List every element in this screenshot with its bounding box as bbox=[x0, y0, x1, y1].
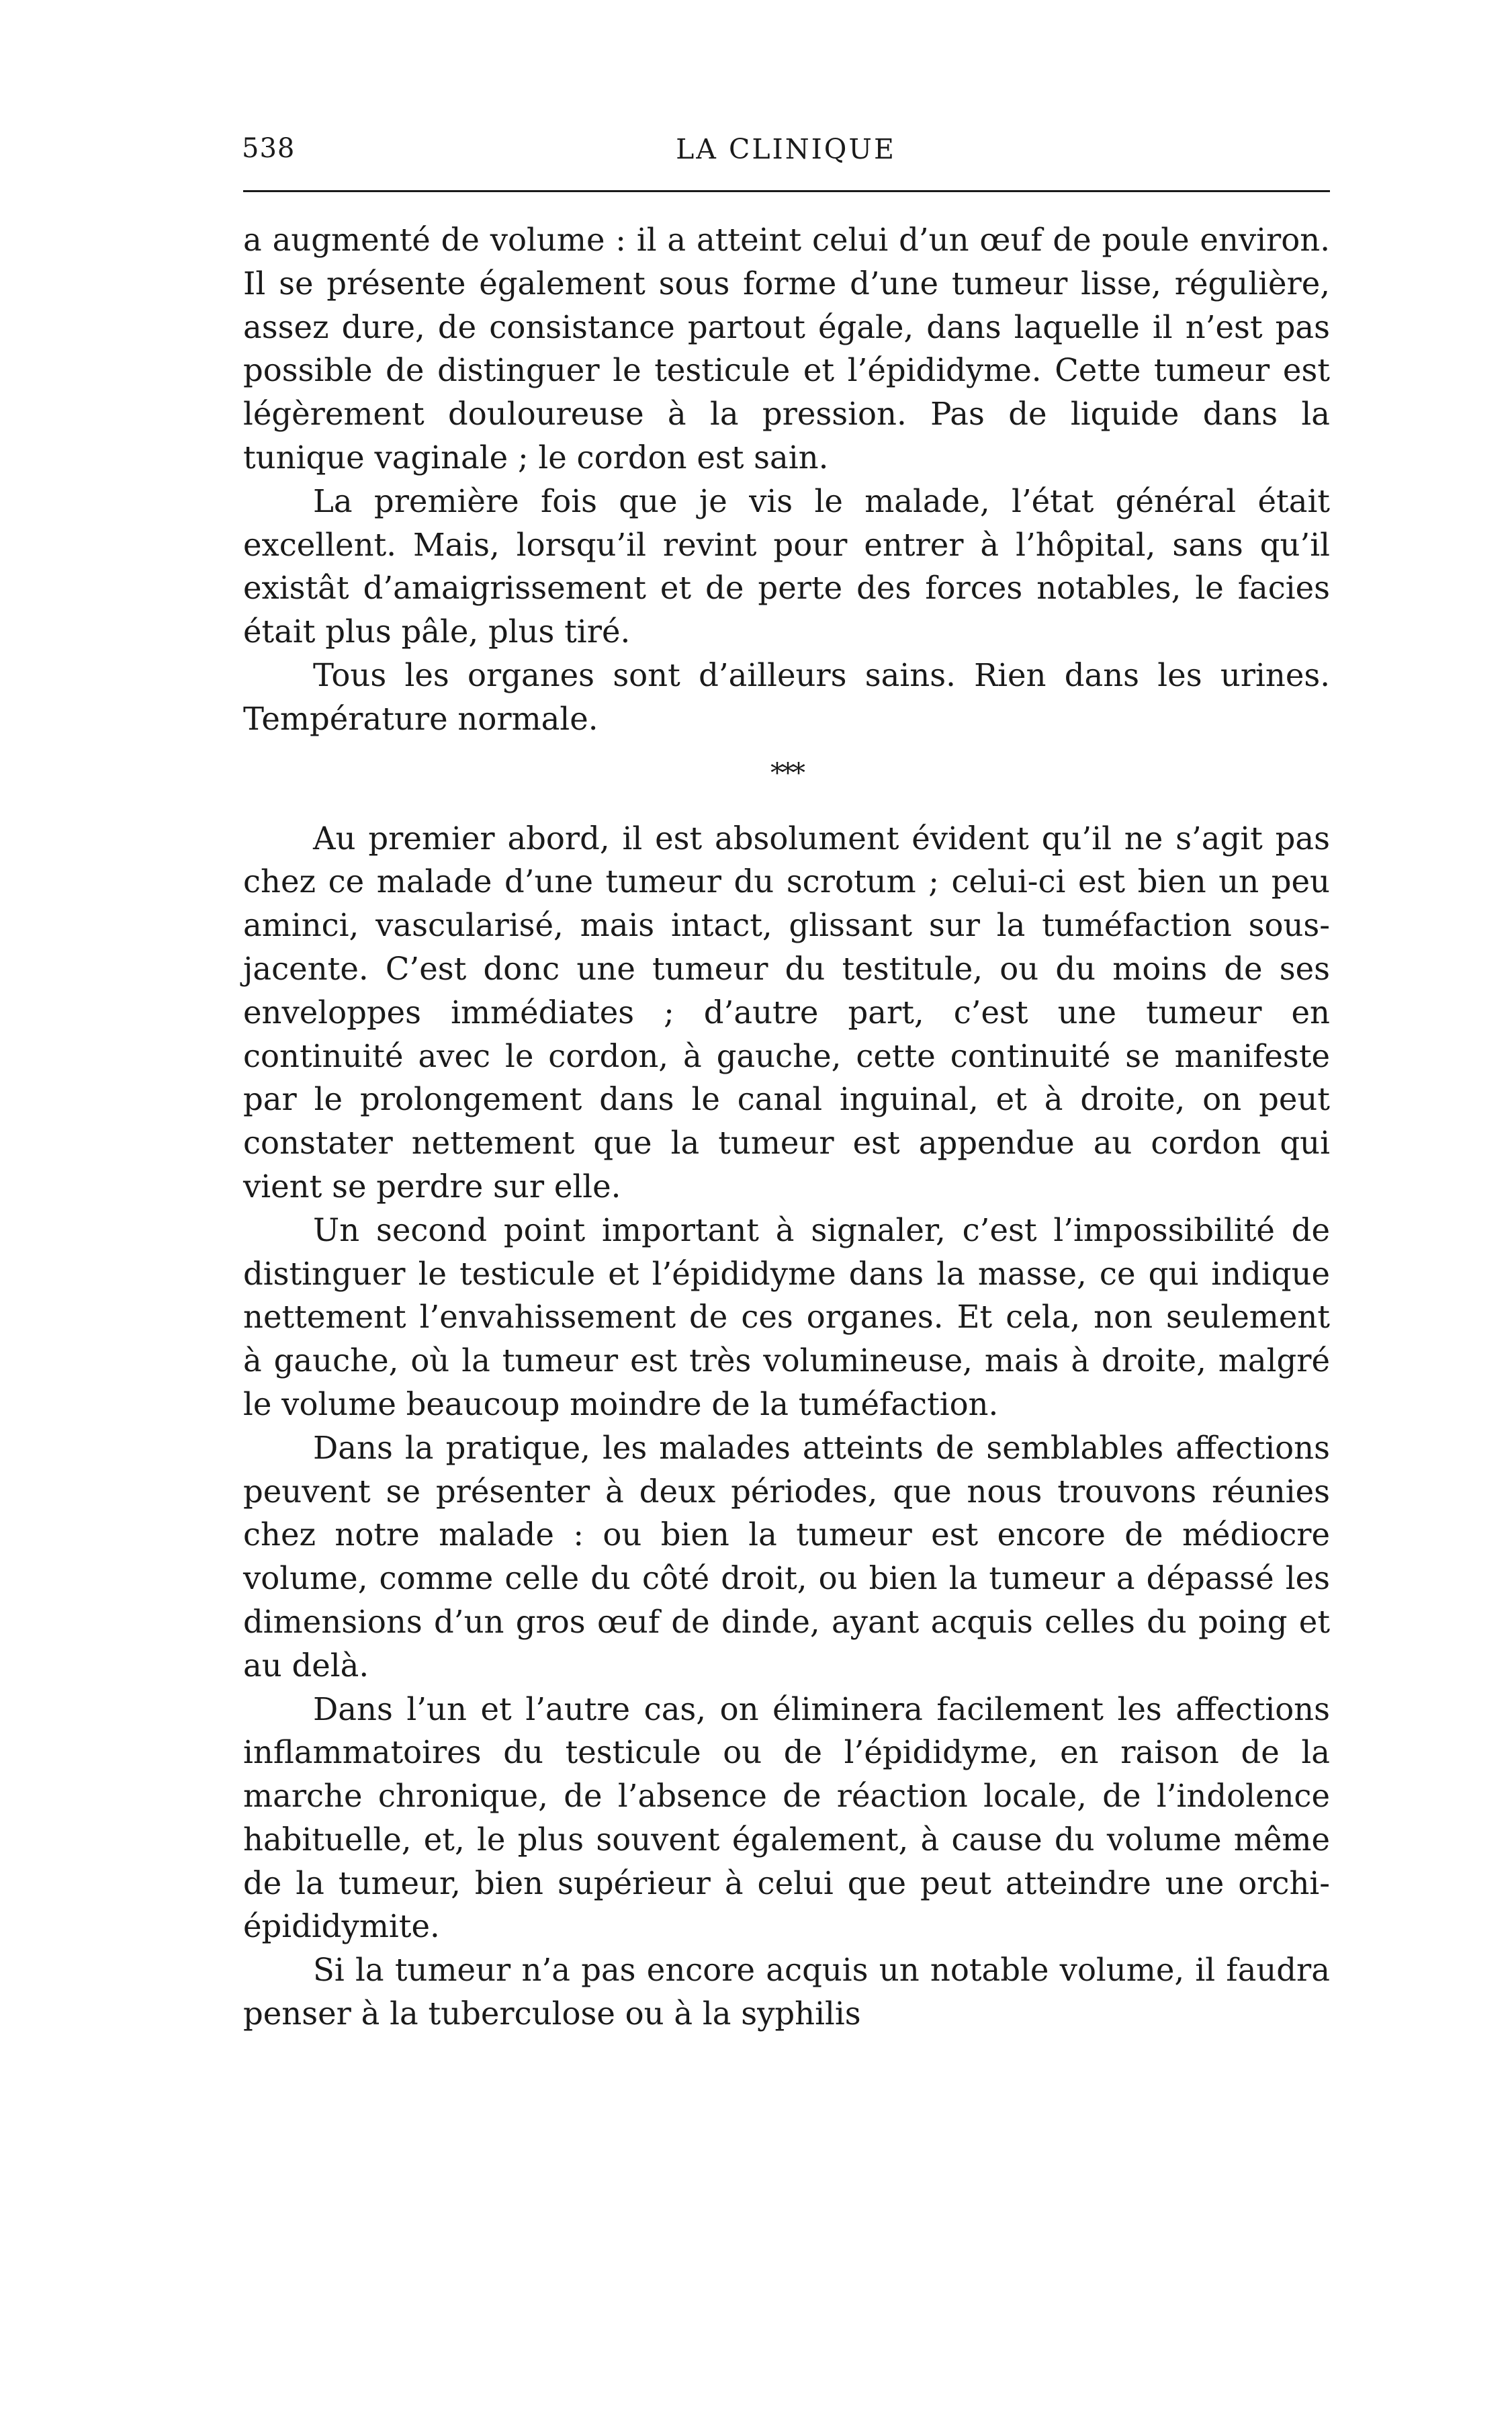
running-title: LA CLINIQUE bbox=[676, 133, 896, 165]
paragraph-8: Si la tumeur n’a pas encore acquis un notable volume, il faudra penser à la tuberculose ou à la syphilis bbox=[243, 1952, 1330, 2032]
paragraph-6: Dans la pratique, les malades atteints de semblables affections peuvent se présenter à deux périodes, que nous trouvons réunies chez notre malade : ou bien la tumeur est encore de médiocre volume, comme celle du côté droit, ou bien la tumeur a dépassé les dimensions d’un gros œuf de dinde, ayant acquis celles du poing et au delà. bbox=[243, 1429, 1330, 1684]
page-header bbox=[242, 133, 1330, 173]
paragraph-4: Au premier abord, il est absolument évident qu’il ne s’agit pas chez ce malade d’une tumeur du scrotum ; celui-ci est bien un peu aminci, vascularisé, mais intact, glissant sur la tuméfaction sous-jacente. C’est donc une tumeur du testitule, ou du moins de ses enveloppes immédiates ; d’autre part, c’est une tumeur en continuité avec le cordon, à gauche, cette continuité se manifeste par le prolongement dans le canal inguinal, et à droite, on peut constater nettement que la tumeur est appendue au cordon qui vient se perdre sur elle. bbox=[243, 820, 1330, 1205]
paragraph-5: Un second point important à signaler, c’est l’impossibilité de distinguer le testicule et l’épididyme dans la masse, ce qui indique nettement l’envahissement de ces organes. Et cela, non seulement à gauche, où la tumeur est très volumineuse, mais à droite, malgré le volume beaucoup moindre de la tuméfaction. bbox=[243, 1211, 1330, 1422]
page-number: 538 bbox=[242, 133, 296, 164]
paragraph-1: a augmenté de volume : il a atteint celui d’un œuf de poule environ. Il se présente également sous forme d’une tumeur lisse, régulière, assez dure, de consistance partout égale, dans laquelle il n’est pas possible de distinguer le testicule et l’épididyme. Cette tumeur est légèrement douloureuse à la pression. Pas de liquide dans la tunique vaginale ; le cordon est sain. bbox=[243, 222, 1330, 476]
paragraph-3: Tous les organes sont d’ailleurs sains. Rien dans les urines. Température normale. bbox=[243, 656, 1330, 737]
paragraph-2: La première fois que je vis le malade, l’état général était excellent. Mais, lorsqu’il revint pour entrer à l’hôpital, sans qu’il existât d’amaigrissement et de perte des forces notables, le facies était plus pâle, plus tiré. bbox=[243, 482, 1330, 650]
header-rule bbox=[243, 190, 1330, 195]
paragraph-7: Dans l’un et l’autre cas, on éliminera facilement les affections inflammatoires du testicule ou de l’épididyme, en raison de la marche chronique, de l’absence de réaction locale, de l’indolence habituelle, et, le plus souvent également, à cause du volume même de la tumeur, bien supérieur à celui que peut atteindre une orchi-épididymite. bbox=[243, 1690, 1330, 1945]
section-separator: *** bbox=[770, 757, 803, 789]
body-text bbox=[243, 218, 1330, 2036]
